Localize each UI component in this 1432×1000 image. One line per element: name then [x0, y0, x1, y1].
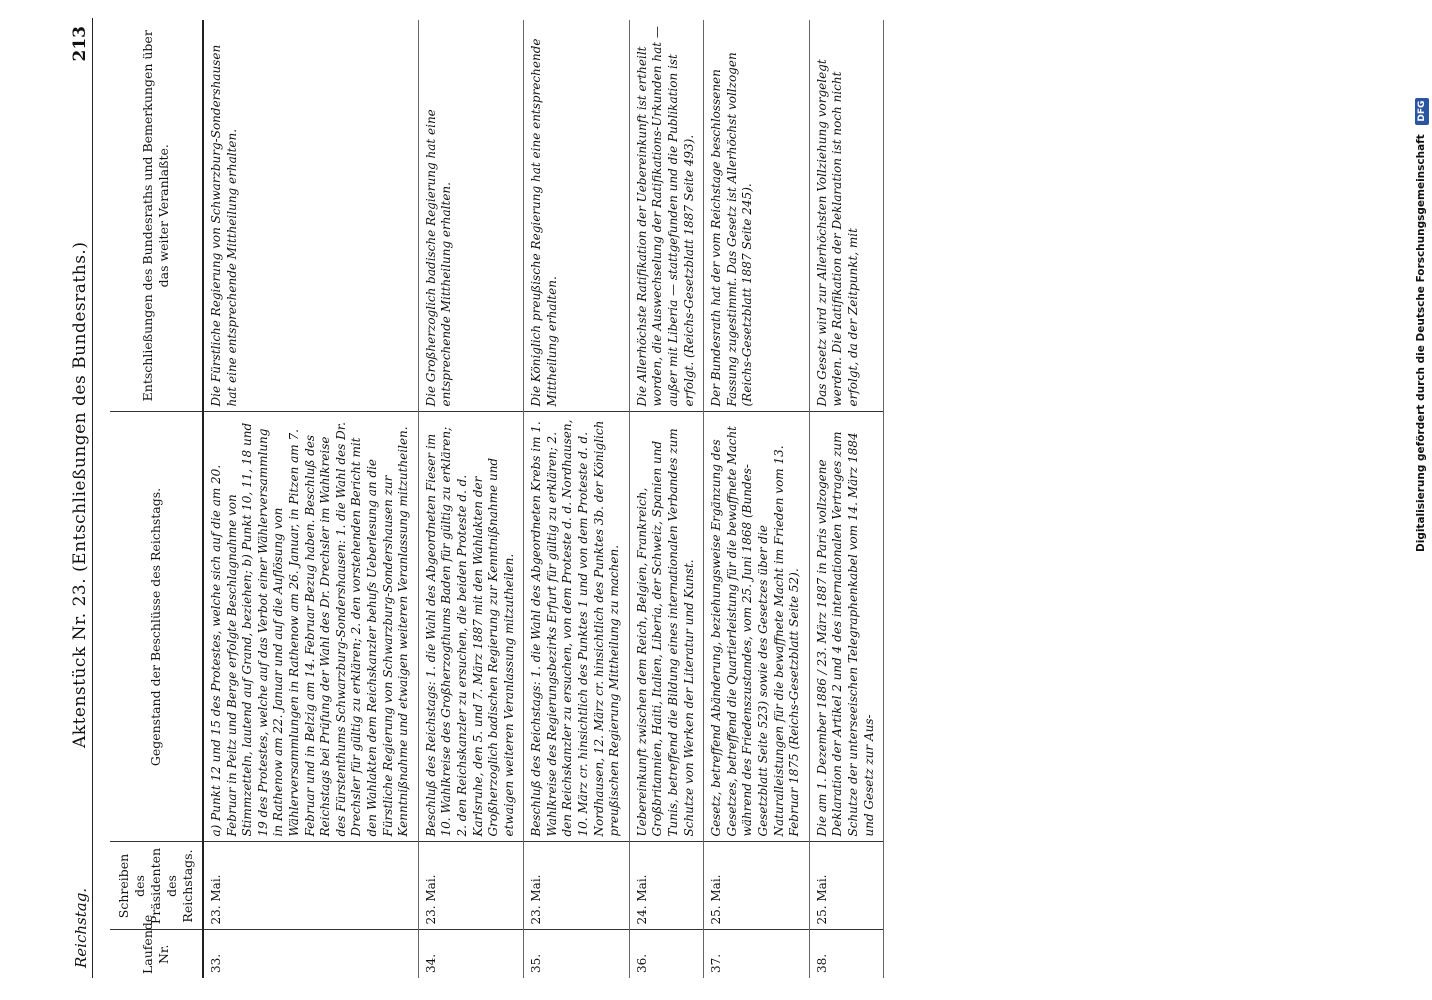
row-date: 23. Mai.: [524, 842, 630, 930]
row-subject: Beschluß des Reichstags: 1. die Wahl des Abgeordneten Krebs im 1. Wahlkreise des Regierungsbezirks Erfurt für gültig zu erklären; 2. den Reichskanzler zu ersuchen, von dem Proteste d. d. Nordhausen, 10. März cr. hinsichtlich des Punktes 1 und von dem Proteste d. d. Nordhausen, 12. März cr. hinsichtlich des Punktes 3b. der Königlich preußischen Regierung Mittheilung zu machen.: [524, 412, 630, 842]
row-number: 38.: [809, 930, 883, 978]
row-date: 24. Mai.: [629, 842, 703, 930]
row-date: 23. Mai.: [418, 842, 524, 930]
table-row: [704, 20, 810, 978]
row-number: 34.: [418, 930, 524, 978]
row-subject: Uebereinkunft zwischen dem Reich, Belgien, Frankreich, Großbritannien, Haiti, Italien, Liberia, der Schweiz, Spanien und Tunis, betreffend die Bildung eines internationalen Verbandes zum Schutze von Werken der Literatur und Kunst.: [629, 412, 703, 842]
header-rule: [92, 18, 93, 978]
row-decision: Die Allerhöchste Ratifikation der Uebereinkunft ist ertheilt worden, die Auswechselung der Ratifikations-Urkunden hat — außer mit Liberia — stattgefunden und die Publikation ist erfolgt. (Reichs-Gesetzblatt 1887 Seite 493).: [629, 20, 703, 412]
header-title: Aktenstück Nr. 23. (Entschließungen des Bundesraths.): [70, 241, 90, 748]
col-header-letter: Schreiben des Präsidenten des Reichstags.: [110, 842, 203, 930]
dfg-logo: DFG: [1415, 98, 1429, 125]
row-number: 36.: [629, 930, 703, 978]
col-header-number: Laufende Nr.: [110, 930, 203, 978]
row-number: 37.: [704, 930, 810, 978]
digitization-credit: [1412, 12, 1430, 552]
row-date: 25. Mai.: [809, 842, 883, 930]
row-decision: Die Königlich preußische Regierung hat eine entsprechende Mittheilung erhalten.: [524, 20, 630, 412]
col-header-subject: Gegenstand der Beschlüsse des Reichstags.: [110, 412, 203, 842]
table-header-row: [110, 20, 203, 978]
decisions-table: [110, 20, 884, 978]
row-date: 25. Mai.: [704, 842, 810, 930]
row-subject: Die am 1. Dezember 1886 / 23. März 1887 in Paris vollzogene Deklaration der Artikel 2 und 4 des internationalen Vertrages zum Schutze der unterseeischen Telegraphenkabel vom 14. März 1884 und Gesetz zur Aus-: [809, 412, 883, 842]
row-number: 33.: [203, 930, 418, 978]
col-header-decision: Entschließungen des Bundesraths und Bemerkungen über das weiter Veranlaßte.: [110, 20, 203, 412]
row-subject: Gesetz, betreffend Abänderung, beziehungsweise Ergänzung des Gesetzes, betreffend die Quartierleistung für die bewaffnete Macht während des Friedenszustandes, vom 25. Juni 1868 (Bundes-Gesetzblatt Seite 523) sowie des Gesetzes über die Naturalleistungen für die bewaffnete Macht im Frieden vom 13. Februar 1875 (Reichs-Gesetzblatt Seite 52).: [704, 412, 810, 842]
row-decision: Die Großherzoglich badische Regierung hat eine entsprechende Mittheilung erhalten.: [418, 20, 524, 412]
row-subject: a) Punkt 12 und 15 des Protestes, welche sich auf die am 20. Februar in Peitz und Berge erfolgte Beschlagnahme von Stimmzetteln, lautend auf Grand, beziehen; b) Punkt 10, 11, 18 und 19 des Protestes, welche auf das Verbot einer Wählerversammlung in Rathenow am 22. Januar und auf die Auflösung von Wählerversammlungen in Rathenow am 26. Januar, in Pitzen am 7. Februar und in Belzig am 14. Februar Bezug haben. Beschluß des Reichstags bei Prüfung der Wahl des Dr. Drechsler im Wahlkreise des Fürstenthums Schwarzburg-Sondershausen: 1. die Wahl des Dr. Drechsler für gültig zu erklären; 2. den vorstehenden Bericht mit den Wahlakten dem Reichskanzler behufs Ueberlesung an die Fürstliche Regierung von Schwarzburg-Sondershausen zur Kenntnißnahme und etwaigen weiteren Veranlassung mitzutheilen.: [203, 412, 418, 842]
page-number: 213: [70, 26, 90, 62]
row-decision: Der Bundesrath hat der vom Reichstage beschlossenen Fassung zugestimmt. Das Gesetz ist Allerhöchst vollzogen (Reichs-Gesetzblatt 1887 Seite 245).: [704, 20, 810, 412]
table-row: [629, 20, 703, 978]
row-date: 23. Mai.: [203, 842, 418, 930]
row-number: 35.: [524, 930, 630, 978]
table-row: [524, 20, 630, 978]
row-decision: Die Fürstliche Regierung von Schwarzburg-Sondershausen hat eine entsprechende Mittheilung erhalten.: [203, 20, 418, 412]
row-subject: Beschluß des Reichstags: 1. die Wahl des Abgeordneten Fieser im 10. Wahlkreise des Großherzogthums Baden für gültig zu erklären; 2. den Reichskanzler zu ersuchen, die beiden Proteste d. d. Karlsruhe, den 5. und 7. März 1887 mit den Wahlakten der Großherzoglich badischen Regierung zur Kenntnißnahme und etwaigen weiteren Veranlassung mitzutheilen.: [418, 412, 524, 842]
table-row: [809, 20, 883, 978]
credit-label: Digitalisierung gefördert durch die Deutsche Forschungsgemeinschaft: [1415, 134, 1427, 552]
header-left: Reichstag.: [72, 887, 90, 968]
row-decision: Das Gesetz wird zur Allerhöchsten Vollziehung vorgelegt werden. Die Ratifikation der Deklaration ist noch nicht erfolgt, da der Zeitpunkt, mit: [809, 20, 883, 412]
table-row: [203, 20, 418, 978]
running-header: [70, 18, 90, 978]
digitization-credit-text: [1412, 12, 1430, 552]
table-row: [418, 20, 524, 978]
